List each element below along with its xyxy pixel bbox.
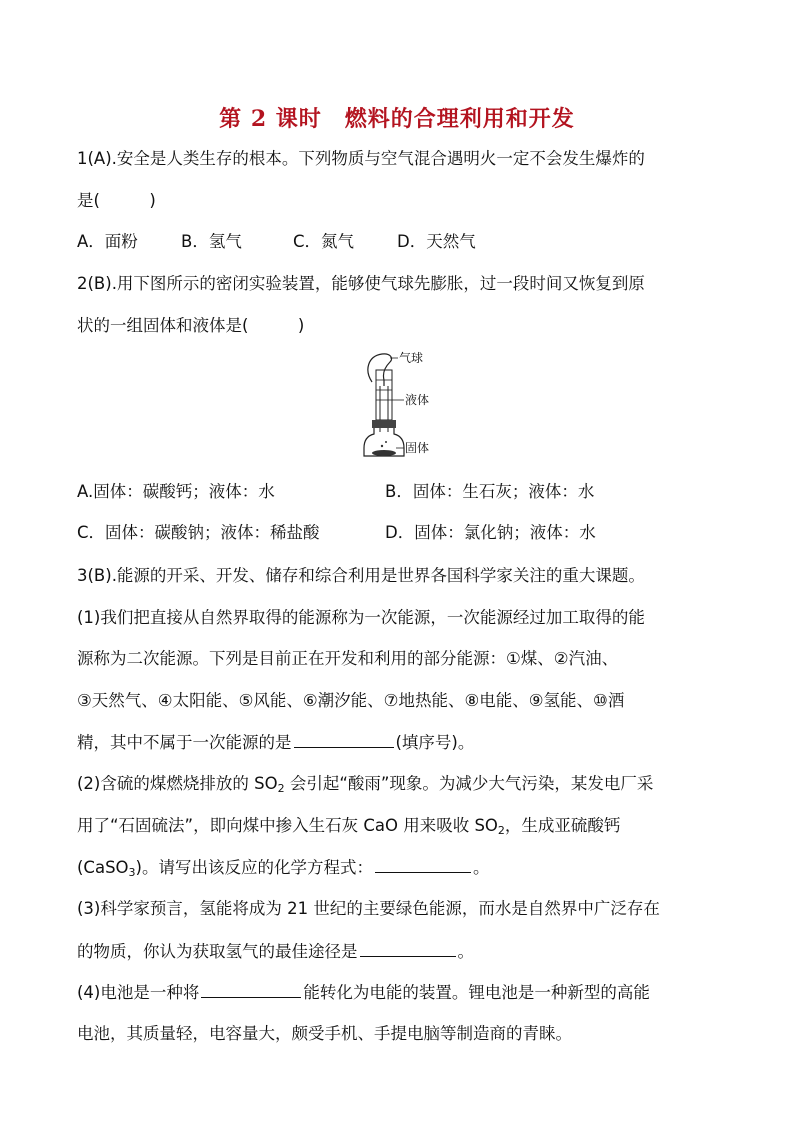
label-liquid: 液体 xyxy=(405,393,430,407)
q3-p2-line3: (CaSO$_3$)。请写出该反应的化学方程式： 。 xyxy=(77,858,490,879)
q3-p3-line2: 的物质，你认为获取氢气的最佳途径是 。 xyxy=(77,942,474,961)
q3-p1-line2: 源称为二次能源。下列是目前正在开发和利用的部分能源：①煤、②汽油、 xyxy=(77,649,619,668)
q1-option-a: A．面粉 xyxy=(77,232,138,251)
answer-blank-2[interactable] xyxy=(375,856,471,873)
q3-p1-line3: ③天然气、④太阳能、⑤风能、⑥潮汐能、⑦地热能、⑧电能、⑨氢能、⑩酒 xyxy=(77,691,625,710)
stopper xyxy=(372,420,396,428)
q3-p1-line4: 精，其中不属于一次能源的是 (填序号)。 xyxy=(77,733,475,752)
q3-stem: 3(B).能源的开采、开发、储存和综合利用是世界各国科学家关注的重大课题。 xyxy=(77,566,645,585)
label-balloon: 气球 xyxy=(399,351,424,365)
q1-options xyxy=(77,231,727,253)
apparatus-figure xyxy=(360,350,450,460)
q2-option-a: A.固体：碳酸钙；液体：水 xyxy=(77,482,275,501)
q3-p2-line2: 用了“石固硫法”，即向煤中掺入生石灰 CaO 用来吸收 $SO_2$，生成亚硫酸钙 xyxy=(77,816,621,837)
q2-stem-line2: 状的一组固体和液体是( ) xyxy=(77,316,305,335)
label-solid: 固体 xyxy=(405,441,430,455)
page-title: 第 2 课时 燃料的合理利用和开发 xyxy=(219,106,575,132)
q1-option-c: C．氮气 xyxy=(293,232,355,251)
q3-p3-line1: (3)科学家预言，氢能将成为 21 世纪的主要绿色能源，而水是自然界中广泛存在 xyxy=(77,899,660,918)
balloon-shape xyxy=(368,354,392,382)
q1-option-d: D．天然气 xyxy=(397,232,476,251)
q1-stem-line1: 1(A).安全是人类生存的根本。下列物质与空气混合遇明火一定不会发生爆炸的 xyxy=(77,149,645,168)
q2-stem-line1: 2(B).用下图所示的密闭实验装置，能够使气球先膨胀，过一段时间又恢复到原 xyxy=(77,274,645,293)
q1-option-b: B．氢气 xyxy=(181,232,242,251)
solid-layer xyxy=(372,450,396,456)
q3-p1-line1: (1)我们把直接从自然界取得的能源称为一次能源，一次能源经过加工取得的能 xyxy=(77,608,645,627)
q3-p4-line2: 电池，其质量轻，电容量大，颇受手机、手提电脑等制造商的青睐。 xyxy=(77,1024,572,1043)
q2-option-c: C．固体：碳酸钠；液体：稀盐酸 xyxy=(77,523,320,542)
answer-blank-4[interactable] xyxy=(201,981,301,998)
q2-options-row1 xyxy=(77,481,727,503)
answer-blank-1[interactable] xyxy=(294,731,394,748)
q2-options-row2 xyxy=(77,522,727,544)
q3-p2-line1: (2)含硫的煤燃烧排放的 $SO_2$ 会引起“酸雨”现象。为减少大气污染，某发电厂采 xyxy=(77,774,654,795)
answer-blank-3[interactable] xyxy=(360,940,456,957)
apparatus-diagram xyxy=(360,350,450,460)
q3-p4-line1: (4)电池是一种将 能转化为电能的装置。锂电池是一种新型的高能 xyxy=(77,983,650,1002)
q2-option-d: D．固体：氯化钠；液体：水 xyxy=(385,523,596,542)
q2-option-b: B．固体：生石灰；液体：水 xyxy=(385,482,595,501)
q1-stem-line2: 是( ) xyxy=(77,191,156,210)
